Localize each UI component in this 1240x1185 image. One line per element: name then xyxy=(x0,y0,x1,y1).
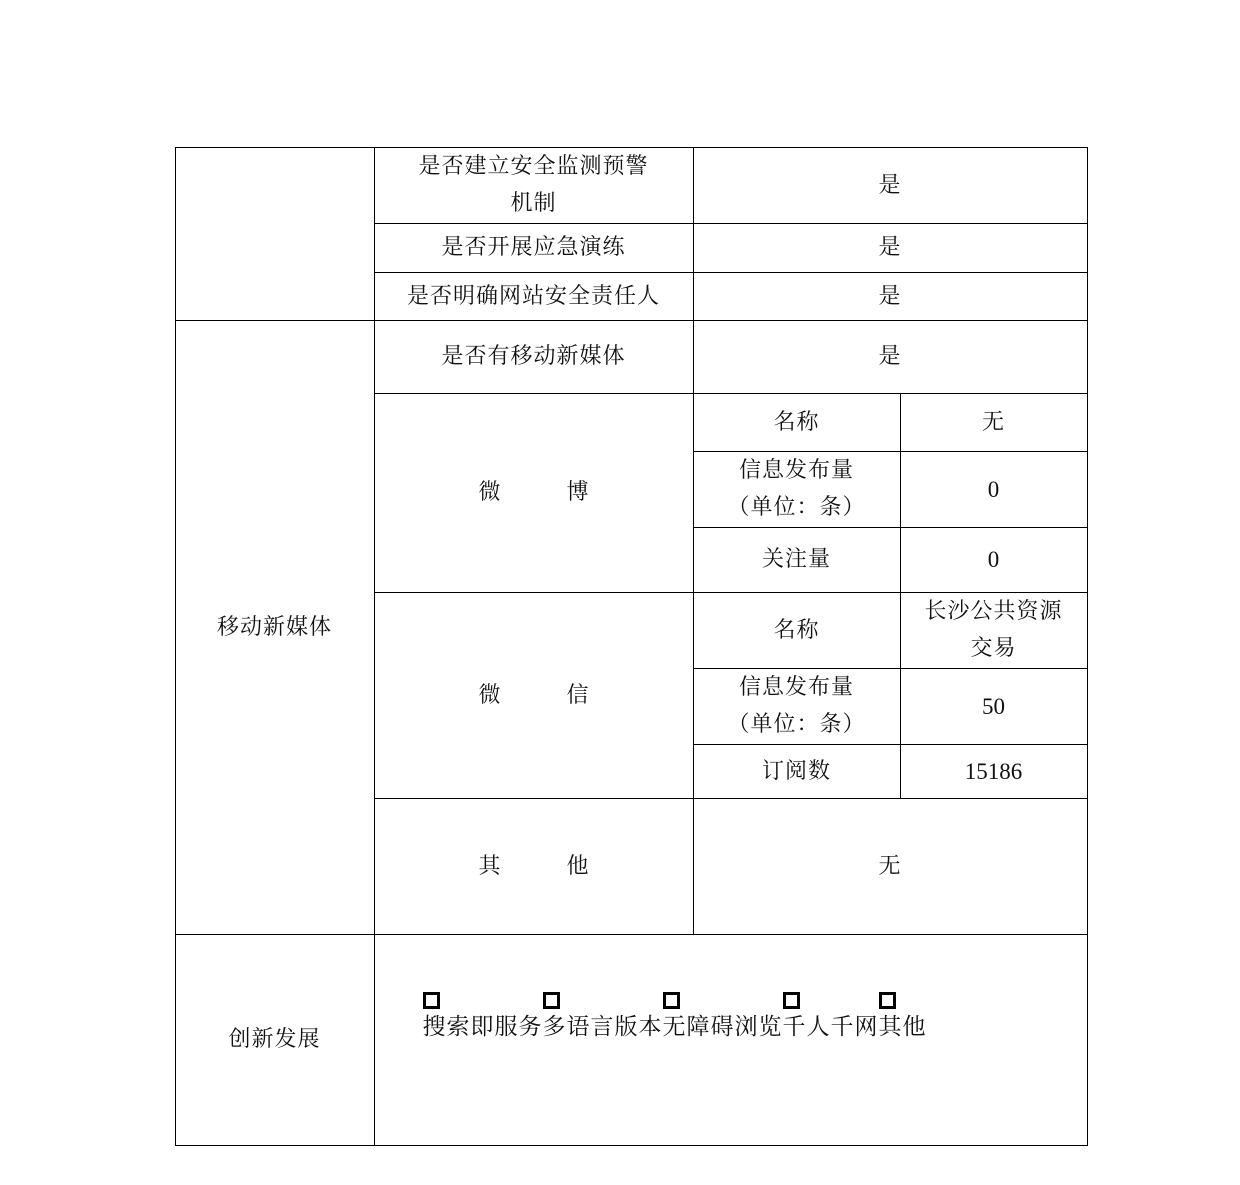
category-cell-innovation xyxy=(175,934,375,1146)
field-value: 50 xyxy=(982,693,1005,719)
row-value: 是 xyxy=(878,344,902,369)
checkbox-icon[interactable] xyxy=(663,992,680,1009)
has-mobile-label-cell xyxy=(374,320,694,394)
weibo-follow-value-cell xyxy=(900,527,1088,593)
row-label: 是否建立安全监测预警 xyxy=(418,154,649,179)
innovation-options-cell xyxy=(374,934,1088,1146)
other-label: 其 他 xyxy=(478,853,611,879)
field-label: 关注量 xyxy=(761,547,831,572)
row-value: 是 xyxy=(878,172,902,198)
category-label: 移动新媒体 xyxy=(216,614,332,640)
field-value: 0 xyxy=(987,476,1000,502)
wechat-posts-label-cell xyxy=(693,668,901,745)
has-mobile-value-cell xyxy=(693,320,1088,394)
field-value: 长沙公共资源 xyxy=(924,599,1063,624)
field-label: 信息发布量 xyxy=(738,675,854,700)
field-label: 订阅数 xyxy=(761,758,831,784)
weibo-name-value-cell xyxy=(900,393,1088,452)
field-label: 名称 xyxy=(773,617,820,643)
field-value: 15186 xyxy=(964,758,1023,784)
weibo-label-cell xyxy=(374,393,694,593)
field-value: 无 xyxy=(981,409,1005,435)
responsible-person-value-cell xyxy=(693,272,1088,321)
field-label: 信息发布量 xyxy=(738,458,854,483)
option-personalized[interactable]: 千人千网 xyxy=(783,998,879,1046)
row-label: 是否有移动新媒体 xyxy=(441,344,626,369)
checkbox-icon[interactable] xyxy=(543,992,560,1009)
checkbox-icon[interactable] xyxy=(783,992,800,1009)
category-cell-blank xyxy=(175,147,375,321)
field-label: （单位：条） xyxy=(727,495,866,520)
option-search-service[interactable]: 搜索即服务 xyxy=(423,998,543,1046)
wechat-label-cell xyxy=(374,592,694,799)
weibo-name-label-cell xyxy=(693,393,901,452)
wechat-posts-value-cell xyxy=(900,668,1088,745)
field-label: 名称 xyxy=(773,409,820,435)
report-table xyxy=(176,148,1088,1146)
row-label: 是否明确网站安全责任人 xyxy=(406,283,660,309)
security-monitoring-value-cell xyxy=(693,147,1088,224)
responsible-person-label-cell xyxy=(374,272,694,321)
emergency-drill-label-cell xyxy=(374,223,694,273)
wechat-name-label-cell xyxy=(693,592,901,669)
other-label-cell xyxy=(374,798,694,935)
field-value: 交易 xyxy=(970,636,1017,661)
wechat-name-value-cell xyxy=(900,592,1088,669)
checkbox-icon[interactable] xyxy=(879,992,896,1009)
field-value: 0 xyxy=(987,547,1000,572)
field-value: 无 xyxy=(878,853,902,879)
field-label: （单位：条） xyxy=(727,712,866,737)
weibo-posts-label-cell xyxy=(693,451,901,528)
wechat-subs-label-cell xyxy=(693,744,901,799)
option-other[interactable]: 其他 xyxy=(879,998,927,1046)
wechat-label: 微 信 xyxy=(478,682,611,708)
wechat-subs-value-cell xyxy=(900,744,1088,799)
category-label: 创新发展 xyxy=(228,1027,321,1052)
weibo-follow-label-cell xyxy=(693,527,901,593)
emergency-drill-value-cell xyxy=(693,223,1088,273)
weibo-posts-value-cell xyxy=(900,451,1088,528)
row-label: 是否开展应急演练 xyxy=(441,235,626,260)
option-accessibility[interactable]: 无障碍浏览 xyxy=(663,998,783,1046)
row-value: 是 xyxy=(878,283,902,309)
weibo-label: 微 博 xyxy=(478,480,611,505)
row-label: 机制 xyxy=(510,191,557,216)
security-monitoring-label-cell xyxy=(374,147,694,224)
row-value: 是 xyxy=(878,235,902,260)
category-cell-mobile xyxy=(175,320,375,935)
checkbox-icon[interactable] xyxy=(423,992,440,1009)
other-value-cell xyxy=(693,798,1088,935)
option-multi-language[interactable]: 多语言版本 xyxy=(543,998,663,1046)
